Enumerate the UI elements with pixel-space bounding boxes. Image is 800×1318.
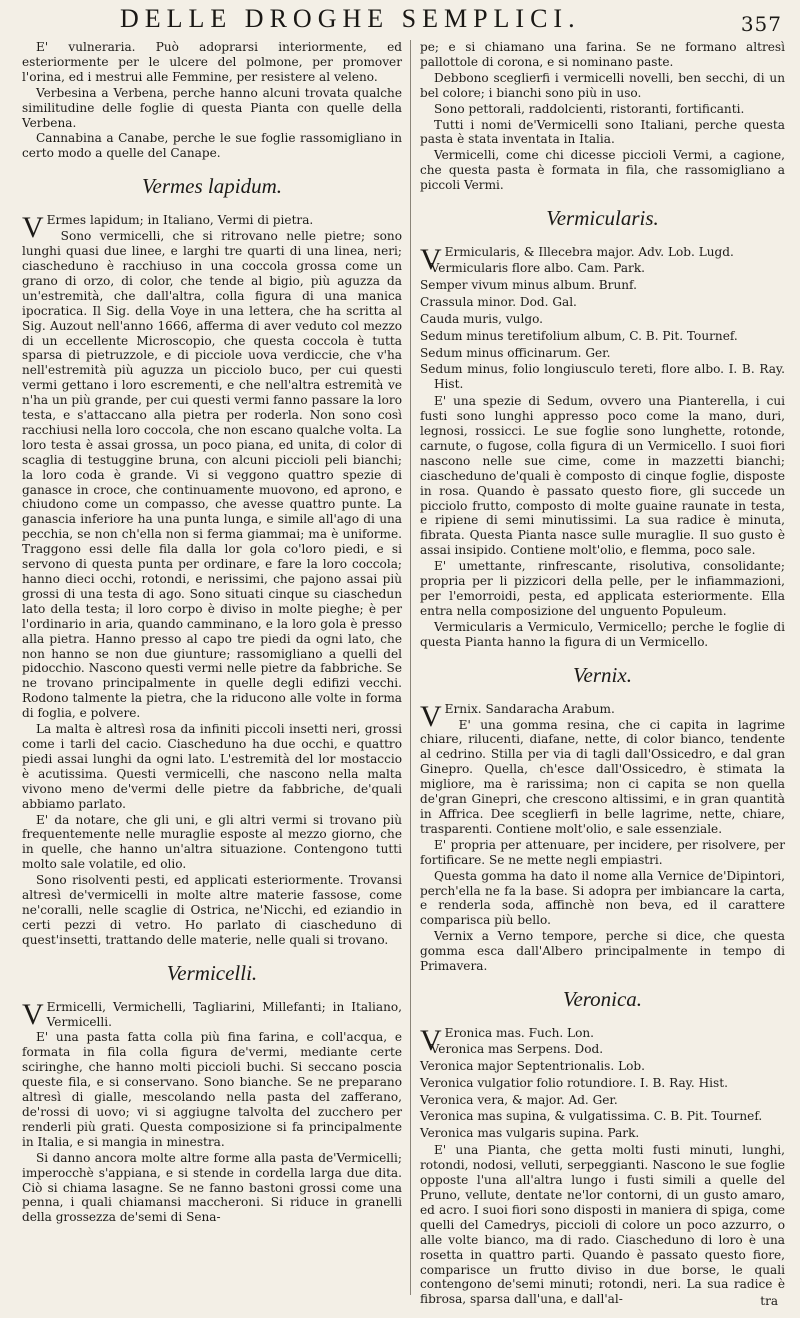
synonym-line: Cauda muris, vulgo. — [420, 311, 543, 326]
running-head — [0, 4, 800, 44]
drop-cap: V — [22, 997, 44, 1031]
paragraph: La malta è altresì rosa da infiniti piccoli insetti neri, grossi come i tarli del cacio. Ciascheduno ha due occhi, e quattro piedi assai lunghi da ogni lato. L'estremità del lor mostaccio è acutissima. Questi vermicelli, che nascono nella malta vivono meno de'vermi delle pietre da fabbriche, de'quali abbiamo parlato. — [22, 722, 402, 811]
paragraph: Tutti i nomi de'Vermicelli sono Italiani, perche questa pasta è stata inventata in Italia. — [420, 117, 785, 147]
synonym-line: Veronica mas supina, & vulgatissima. C. B. Pit. Tournef. — [420, 1109, 763, 1124]
synonym-line: Veronica mas vulgaris supina. Park. — [420, 1126, 640, 1141]
paragraph: Sono vermicelli, che si ritrovano nelle pietre; sono lunghi quasi due linee, e larghi tre quarti di una linea, neri; ciascheduno è racchiuso in una coccola grossa come un grano di orzo, di color, che tende al bigio, più aguzza da un'estremità, che dall'altra, colla figura di una manica ipocratica. Il Sig. della Voye in una lettera, che ha scritta al Sig. Auzout nell'anno 1666, afferma di aver veduto col mezzo di un eccellente Microscopio, che questa coccola è tutta sparsa di pietruzzole, e di picciole uova verdiccie, che v'ha nell'estremità più aguzza un picciolo buco, per cui questi vermi gettano i loro escrementi, e che nell'altra estremità ve n'ha un più grande, per cui questi vermi fanno passare la loro testa, e s'attaccano alla pietra per roderla. Non sono così racchiusi nella loro coccola, che non escano qualche volta. La loro testa è assai grossa, un poco piana, ed unita, di color di scaglia di testuggine bruna, con alcuni piccioli peli bianchi; la loro coda è grande. Vi si veggono quattro spezie di ganasce in croce, che continuamente muovono, ed aprono, e chiudono come un compasso, che avesse quattro punte. La ganascia inferiore ha una punta lunga, e simile all'ago di una pecchia, se non ch'ella non si ferma giammai; ma è uniforme. Traggono essi delle fila dalla lor gola co'loro piedi, e si servono di questa punta per ordinare, e fare la loro coccola; hanno dieci occhi, rotondi, e nerissimi, che pajono assai più grossi di una testa di ago. Sono situati cinque su ciaschedun lato della testa; il loro corpo è diviso in molte pieghe; è per l'ordinario in aria, quando camminano, e la loro gola è presso alla pietra. Hanno presso al capo tre piedi da ogni lato, che non hanno se non due giunture; rassomigliano a quelli del pidocchio. Nascono questi vermi nelle pietre da fabbriche. Se ne trovano principalmente in quelle degli edifizi vecchi. Rodono talmente la pietra, che la riducono alle volte in forma di foglia, e polvere. — [22, 229, 402, 721]
entry-title-vernix: Vernix. — [573, 662, 632, 687]
entry-lead: V Ermes lapidum; in Italiano, Vermi di pietra. — [22, 211, 314, 245]
paragraph: E' da notare, che gli uni, e gli altri vermi si trovano più frequentemente nelle muraglie esposte al mezzo giorno, che in quelle, che hanno un'altra situazione. Contengono tutti molto sale volatile, ed olio. — [22, 812, 402, 872]
synonym-line: Sedum minus, folio longiusculo tereti, flore albo. I. B. Ray. Hist. — [420, 362, 785, 392]
drop-cap: V — [22, 211, 44, 245]
entry-title-vermicularis: Vermicularis. — [546, 206, 659, 231]
paragraph: Vermicularis a Vermiculo, Vermicello; perche le foglie di questa Pianta hanno la figura di un Vermicello. — [420, 619, 785, 649]
column-divider — [410, 40, 411, 1295]
entry-title-veronica: Veronica. — [562, 986, 643, 1011]
catchword: tra — [760, 1294, 778, 1308]
paragraph: Debbono sceglierfi i vermicelli novelli, ben secchi, di un bel colore; i bianchi sono più in uso. — [420, 70, 785, 100]
running-title: DELLE DROGHE SEMPLICI. — [120, 4, 581, 33]
entry-lead: V Ernix. Sandaracha Arabum. — [420, 699, 615, 733]
synonym-line: Veronica major Septentrionalis. Lob. — [420, 1058, 645, 1073]
right-column — [420, 40, 785, 1308]
entry-lead: V Ermicularis, & Illecebra major. Adv. Lob. Lugd. — [420, 243, 734, 277]
paragraph: E' una gomma resina, che ci capita in lagrime chiare, rilucenti, diafane, nette, di color bianco, tendente al cedrino. Stilla per via di tagli dall'Ossicedro, e dal gran Ginepro. Quella, ch'esce dall'Ossicedro, è stimata la migliore, ma è rarissima; non ci capita se non quella de'gran Ginepri, che crescono altissimi, e in gran quantità in Affrica. Dee sceglierfi in belle lagrime, nette, chiare, trasparenti. Contiene molt'olio, e sale essenziale. — [420, 717, 785, 836]
synonym-line: Sedum minus teretifolium album, C. B. Pit. Tournef. — [420, 328, 738, 343]
entry-lead: V Ermicelli, Vermichelli, Tagliarini, Millefanti; in Italiano, Vermicelli. — [22, 997, 402, 1031]
synonym-line: Sedum minus officinarum. Ger. — [420, 345, 611, 360]
paragraph: E' una pasta fatta colla più fina farina, e coll'acqua, e formata in fila colla figura de'vermi, mediante certe sciringhe, che hanno molti piccioli buchi. Si seccano poscia queste fila, e si conservano. Sono bianche. Se ne preparano altresì di gialle, mescolando nella pasta del zafferano, de'rossi di uovo; vi si aggiugne talvolta del zucchero per renderli più grati. Questa composizione si fa principalmente in Italia, e si mangia in minestra. — [22, 1030, 402, 1149]
paragraph: Vernix a Verno tempore, perche si dice, che questa gomma esca dall'Albero principalmente in tempo di Primavera. — [420, 929, 785, 974]
synonym-line: Veronica mas Serpens. Dod. — [430, 1041, 604, 1056]
synonym-line: Veronica vera, & major. Ad. Ger. — [420, 1092, 618, 1107]
paragraph: Questa gomma ha dato il nome alla Vernice de'Dipintori, perch'ella ne fa la base. Si adopra per imbiancare la carta, e renderla soda, affinchè non beva, ed il carattere comparisca più bello. — [420, 868, 785, 928]
paragraph: Verbesina a Verbena, perche hanno alcuni trovata qualche similitudine delle foglie di questa Pianta con quelle della Verbena. — [22, 85, 402, 130]
paragraph: pe; e si chiamano una farina. Se ne formano altresì pallottole di corona, e si nominano paste. — [420, 40, 785, 69]
synonym-line: Crassula minor. Dod. Gal. — [420, 294, 577, 309]
entry-title-vermicelli: Vermicelli. — [166, 960, 258, 985]
paragraph: E' vulneraria. Può adoprarsi interiormente, ed esteriormente per le ulcere del polmone, per promover l'orina, ed i mestrui alle Femmine, per resistere al veleno. — [22, 40, 402, 84]
left-column — [22, 40, 402, 1308]
entry-lead: V Eronica mas. Fuch. Lon. — [420, 1023, 594, 1057]
drop-cap: V — [420, 243, 442, 277]
drop-cap: V — [420, 699, 442, 733]
synonym-line: Veronica vulgatior folio rotundiore. I. B. Ray. Hist. — [420, 1075, 728, 1090]
drop-cap: V — [420, 1023, 442, 1057]
page-number: 357 — [740, 12, 782, 36]
paragraph: Sono risolventi pesti, ed applicati esteriormente. Trovansi altresì de'vermicelli in molte altre materie fassose, come ne'coralli, nelle scaglie di Ostrica, ne'Nicchi, ed eziandio in certi pezzi di vetro. Ho parlato di ciascheduno di quest'insetti, trattando delle materie, nelle quali si trovano. — [22, 873, 402, 947]
paragraph: E' una spezie di Sedum, ovvero una Pianterella, i cui fusti sono lunghi appresso poco come la mano, duri, legnosi, rossicci. Le sue foglie sono lunghette, rotonde, carnute, o fugose, colla figura di un Vermicello. I suoi fiori nascono nelle sue cime, come in mazzetti bianchi; ciascheduno de'quali è composto di cinque foglie, disposte in rosa. Quando è passato questo fiore, gli succede un picciolo frutto, composto di molte guaine raunate in testa, e ripiene di semi minutissimi. La sua radice è minuta, fibrata. Questa Pianta nasce sulle muraglie. Il suo gusto è assai insipido. Contiene molt'olio, e flemma, poco sale. — [420, 394, 785, 558]
synonym-line: Semper vivum minus album. Brunf. — [420, 277, 637, 292]
paragraph: Cannabina a Canabe, perche le sue foglie rassomigliano in certo modo a quelle del Canape. — [22, 131, 402, 161]
paragraph: Sono pettorali, raddolcienti, ristoranti, fortificanti. — [434, 101, 745, 116]
entry-title-vermes-lapidum: Vermes lapidum. — [142, 174, 282, 199]
paragraph: E' una Pianta, che getta molti fusti minuti, lunghi, rotondi, nodosi, velluti, serpeggianti. Nascono le sue foglie opposte l'una all'altra lungo i fusti simili a quelle del Pruno, vellute, dentate ne'lor contorni, di un gusto amaro, ed acro. I suoi fiori sono disposti in maniera di spiga, come quelli del Camedrys, piccioli di colore un poco azzurro, o alle volte bianco, ma di rado. Ciascheduno di loro è una rosetta in quattro parti. Quando è passato questo fiore, comparisce un frutto diviso in due borse, le quali contengono de'semi minuti; rotondi, neri. La sua radice è fibrosa, sparsa dall'una, e dall'al- — [420, 1143, 785, 1307]
paragraph: Si danno ancora molte altre forme alla pasta de'Vermicelli; imperocchè s'appiana, e si stende in cordella larga due dita. Ciò si chiama lasagne. Se ne fanno bastoni grossi come una penna, i quali chiamansi maccheroni. Si riduce in granelli della grossezza de'semi di Sena- — [22, 1150, 402, 1225]
paragraph: E' propria per attenuare, per incidere, per risolvere, per fortificare. Se ne mette negli empiastri. — [420, 837, 785, 867]
paragraph: Vermicelli, come chi dicesse piccioli Vermi, a cagione, che questa pasta è formata in fila, che rassomigliano a piccoli Vermi. — [420, 148, 785, 193]
synonym-line: Vermicularis flore albo. Cam. Park. — [430, 260, 645, 275]
paragraph: E' umettante, rinfrescante, risolutiva, consolidante; propria per li pizzicori della pelle, per le infiammazioni, per l'emorroidi, pesta, ed applicata esteriormente. Ella entra nella composizione del unguento Populeum. — [420, 559, 785, 618]
